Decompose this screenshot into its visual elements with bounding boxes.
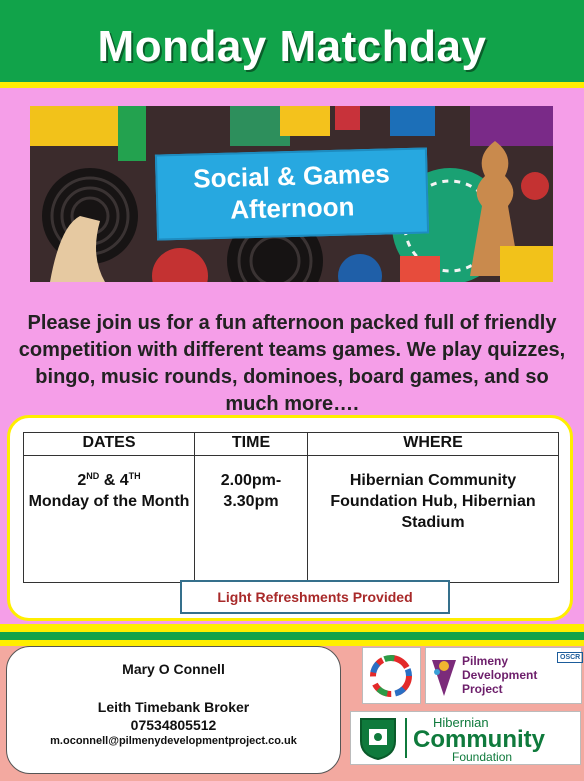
footer-stripe-yellow bbox=[0, 624, 584, 632]
time-header: TIME bbox=[195, 433, 308, 456]
where-header: WHERE bbox=[308, 433, 559, 456]
page-title: Monday Matchday bbox=[97, 22, 487, 71]
contact-name: Mary O Connell bbox=[122, 661, 225, 677]
pilmeny-logo bbox=[425, 647, 582, 704]
banner-label bbox=[155, 147, 429, 240]
dates-second-suffix: TH bbox=[128, 471, 141, 481]
contact-role: Leith Timebank Broker bbox=[97, 699, 250, 715]
dates-rest: Monday of the Month bbox=[28, 493, 190, 510]
pdp-name-line2: Development bbox=[462, 668, 538, 682]
refreshments-label: Light Refreshments Provided bbox=[217, 589, 413, 605]
time-cell: 2.00pm-3.30pm bbox=[195, 456, 308, 583]
hibernian-crest-icon bbox=[355, 715, 401, 761]
intro-text: Please join us for a fun afternoon packed full of friendly competition with different teams games. We play quizzes, bingo, music rounds, dominoes, board games, and so much more…. bbox=[18, 312, 566, 415]
hcf-name-line3: Foundation bbox=[452, 750, 513, 764]
dates-second: & 4 bbox=[99, 472, 129, 489]
banner-title-line2: Afternoon bbox=[229, 191, 355, 225]
dates-header: DATES bbox=[24, 433, 195, 456]
oscr-badge: OSCR bbox=[557, 652, 583, 663]
hibernian-foundation-logo bbox=[350, 711, 581, 765]
pdp-name-line1: Pilmeny bbox=[462, 654, 509, 668]
pdp-name-line3: Project bbox=[462, 682, 503, 696]
where-cell: Hibernian Community Foundation Hub, Hibernian Stadium bbox=[308, 456, 559, 583]
contact-card bbox=[6, 646, 341, 774]
dates-first: 2 bbox=[77, 472, 87, 489]
dates-first-suffix: ND bbox=[86, 471, 100, 481]
people-ring-logo-icon bbox=[362, 647, 421, 704]
banner-image bbox=[30, 106, 553, 282]
hcf-name-line1: Hibernian bbox=[433, 715, 489, 730]
people-ring-logo-graphic bbox=[363, 648, 420, 703]
contact-email[interactable]: m.oconnell@pilmenydevelopmentproject.co.uk bbox=[50, 735, 297, 747]
logo-divider bbox=[405, 718, 407, 758]
footer-stripe-green bbox=[0, 632, 584, 640]
hcf-name-line2: Community bbox=[413, 726, 545, 753]
contact-phone: 07534805512 bbox=[130, 717, 217, 733]
schedule-table bbox=[23, 432, 559, 583]
dates-cell bbox=[24, 456, 195, 583]
pilmeny-logo-icon bbox=[428, 650, 460, 702]
refreshments-box bbox=[180, 580, 450, 614]
banner-title-line1: Social & Games bbox=[192, 158, 391, 194]
